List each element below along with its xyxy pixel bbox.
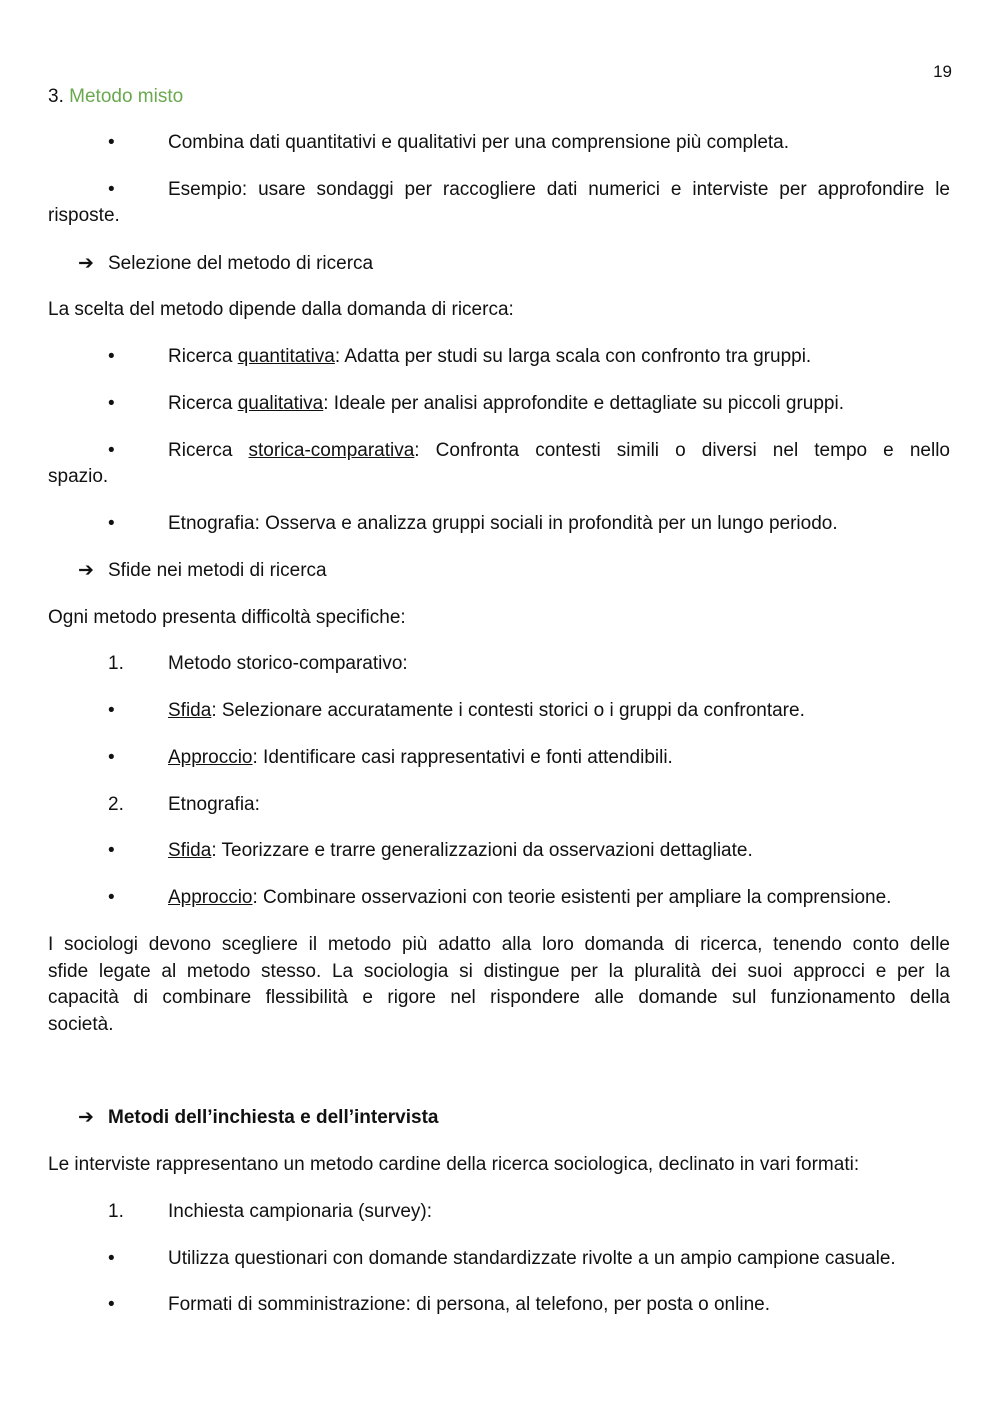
subheading-text: Metodi dell’inchiesta e dell’intervista [108,1107,439,1128]
underlined-term: Approccio [168,747,253,768]
bullet-marker: • [108,840,115,861]
list-item-continuation: risposte. [48,205,120,226]
paragraph-line: capacità di combinare flessibilità e rigore nel rispondere alle domande sul funzionamento della [48,987,950,1008]
bullet-marker: • [108,887,115,908]
bullet-marker: • [108,132,115,153]
number-marker: 1. [108,1201,124,1222]
underlined-term: qualitativa [237,393,324,414]
number-marker: 1. [108,653,124,674]
numbered-item-text: Inchiesta campionaria (survey): [168,1201,432,1222]
paragraph-intro: Ogni metodo presenta difficoltà specifiche: [48,607,406,628]
list-item-text: Approccio: Identificare casi rappresentativi e fonti attendibili. [168,747,673,768]
list-item-text: Combina dati quantitativi e qualitativi per una comprensione più completa. [168,132,790,153]
underlined-term: Sfida [168,700,212,721]
list-item-text: Sfida: Teorizzare e trarre generalizzazioni da osservazioni dettagliate. [168,840,753,861]
subheading-text: Sfide nei metodi di ricerca [108,560,327,581]
bullet-marker: • [108,346,115,367]
underlined-term: storica-comparativa [248,440,415,461]
numbered-item-text: Etnografia: [168,794,260,815]
list-item-text: Ricerca quantitativa: Adatta per studi su larga scala con confronto tra gruppi. [168,346,812,367]
list-item-text: Formati di somministrazione: di persona, al telefono, per posta o online. [168,1294,770,1315]
bullet-marker: • [108,700,115,721]
list-item-text: Ricerca storica-comparativa: Confronta contesti simili o diversi nel tempo e nello [168,440,950,461]
bullet-marker: • [108,1248,115,1269]
underlined-term: Approccio [168,887,253,908]
bullet-marker: • [108,393,115,414]
numbered-item-text: Metodo storico-comparativo: [168,653,408,674]
paragraph-intro: Le interviste rappresentano un metodo cardine della ricerca sociologica, declinato in vari formati: [48,1154,860,1175]
paragraph-line: I sociologi devono scegliere il metodo più adatto alla loro domanda di ricerca, tenendo conto delle [48,934,950,955]
underlined-term: Sfida [168,840,212,861]
list-item-text: Utilizza questionari con domande standardizzate rivolte a un ampio campione casuale. [168,1248,896,1269]
underlined-term: quantitativa [237,346,335,367]
section-number: 3. [48,86,64,107]
list-item-text: Ricerca qualitativa: Ideale per analisi approfondite e dettagliate su piccoli gruppi. [168,393,844,414]
bullet-marker: • [108,747,115,768]
bullet-marker: • [108,440,115,461]
arrow-icon: ➔ [78,560,94,581]
number-marker: 2. [108,794,124,815]
paragraph-intro: La scelta del metodo dipende dalla domanda di ricerca: [48,299,514,320]
bullet-marker: • [108,1294,115,1315]
section-title: Metodo misto [69,86,184,107]
page-number: 19 [933,62,952,81]
bullet-marker: • [108,179,115,200]
arrow-icon: ➔ [78,253,94,274]
list-item-text: Approccio: Combinare osservazioni con teorie esistenti per ampliare la comprensione. [168,887,892,908]
section-heading-metodo-misto [48,84,950,110]
bullet-marker: • [108,513,115,534]
arrow-icon: ➔ [78,1107,94,1128]
paragraph-line: società. [48,1013,114,1035]
subheading-text: Selezione del metodo di ricerca [108,253,374,274]
conclusion-paragraph [48,932,950,1038]
list-item-continuation: spazio. [48,466,109,487]
list-item-text: Esempio: usare sondaggi per raccogliere dati numerici e interviste per approfondire le [168,179,950,200]
list-item-text: Sfida: Selezionare accuratamente i contesti storici o i gruppi da confrontare. [168,700,805,721]
list-item-text: Etnografia: Osserva e analizza gruppi sociali in profondità per un lungo periodo. [168,513,838,534]
paragraph-line: sfide legate al metodo stesso. La sociologia si distingue per la pluralità dei suoi approcci e per la [48,960,950,982]
